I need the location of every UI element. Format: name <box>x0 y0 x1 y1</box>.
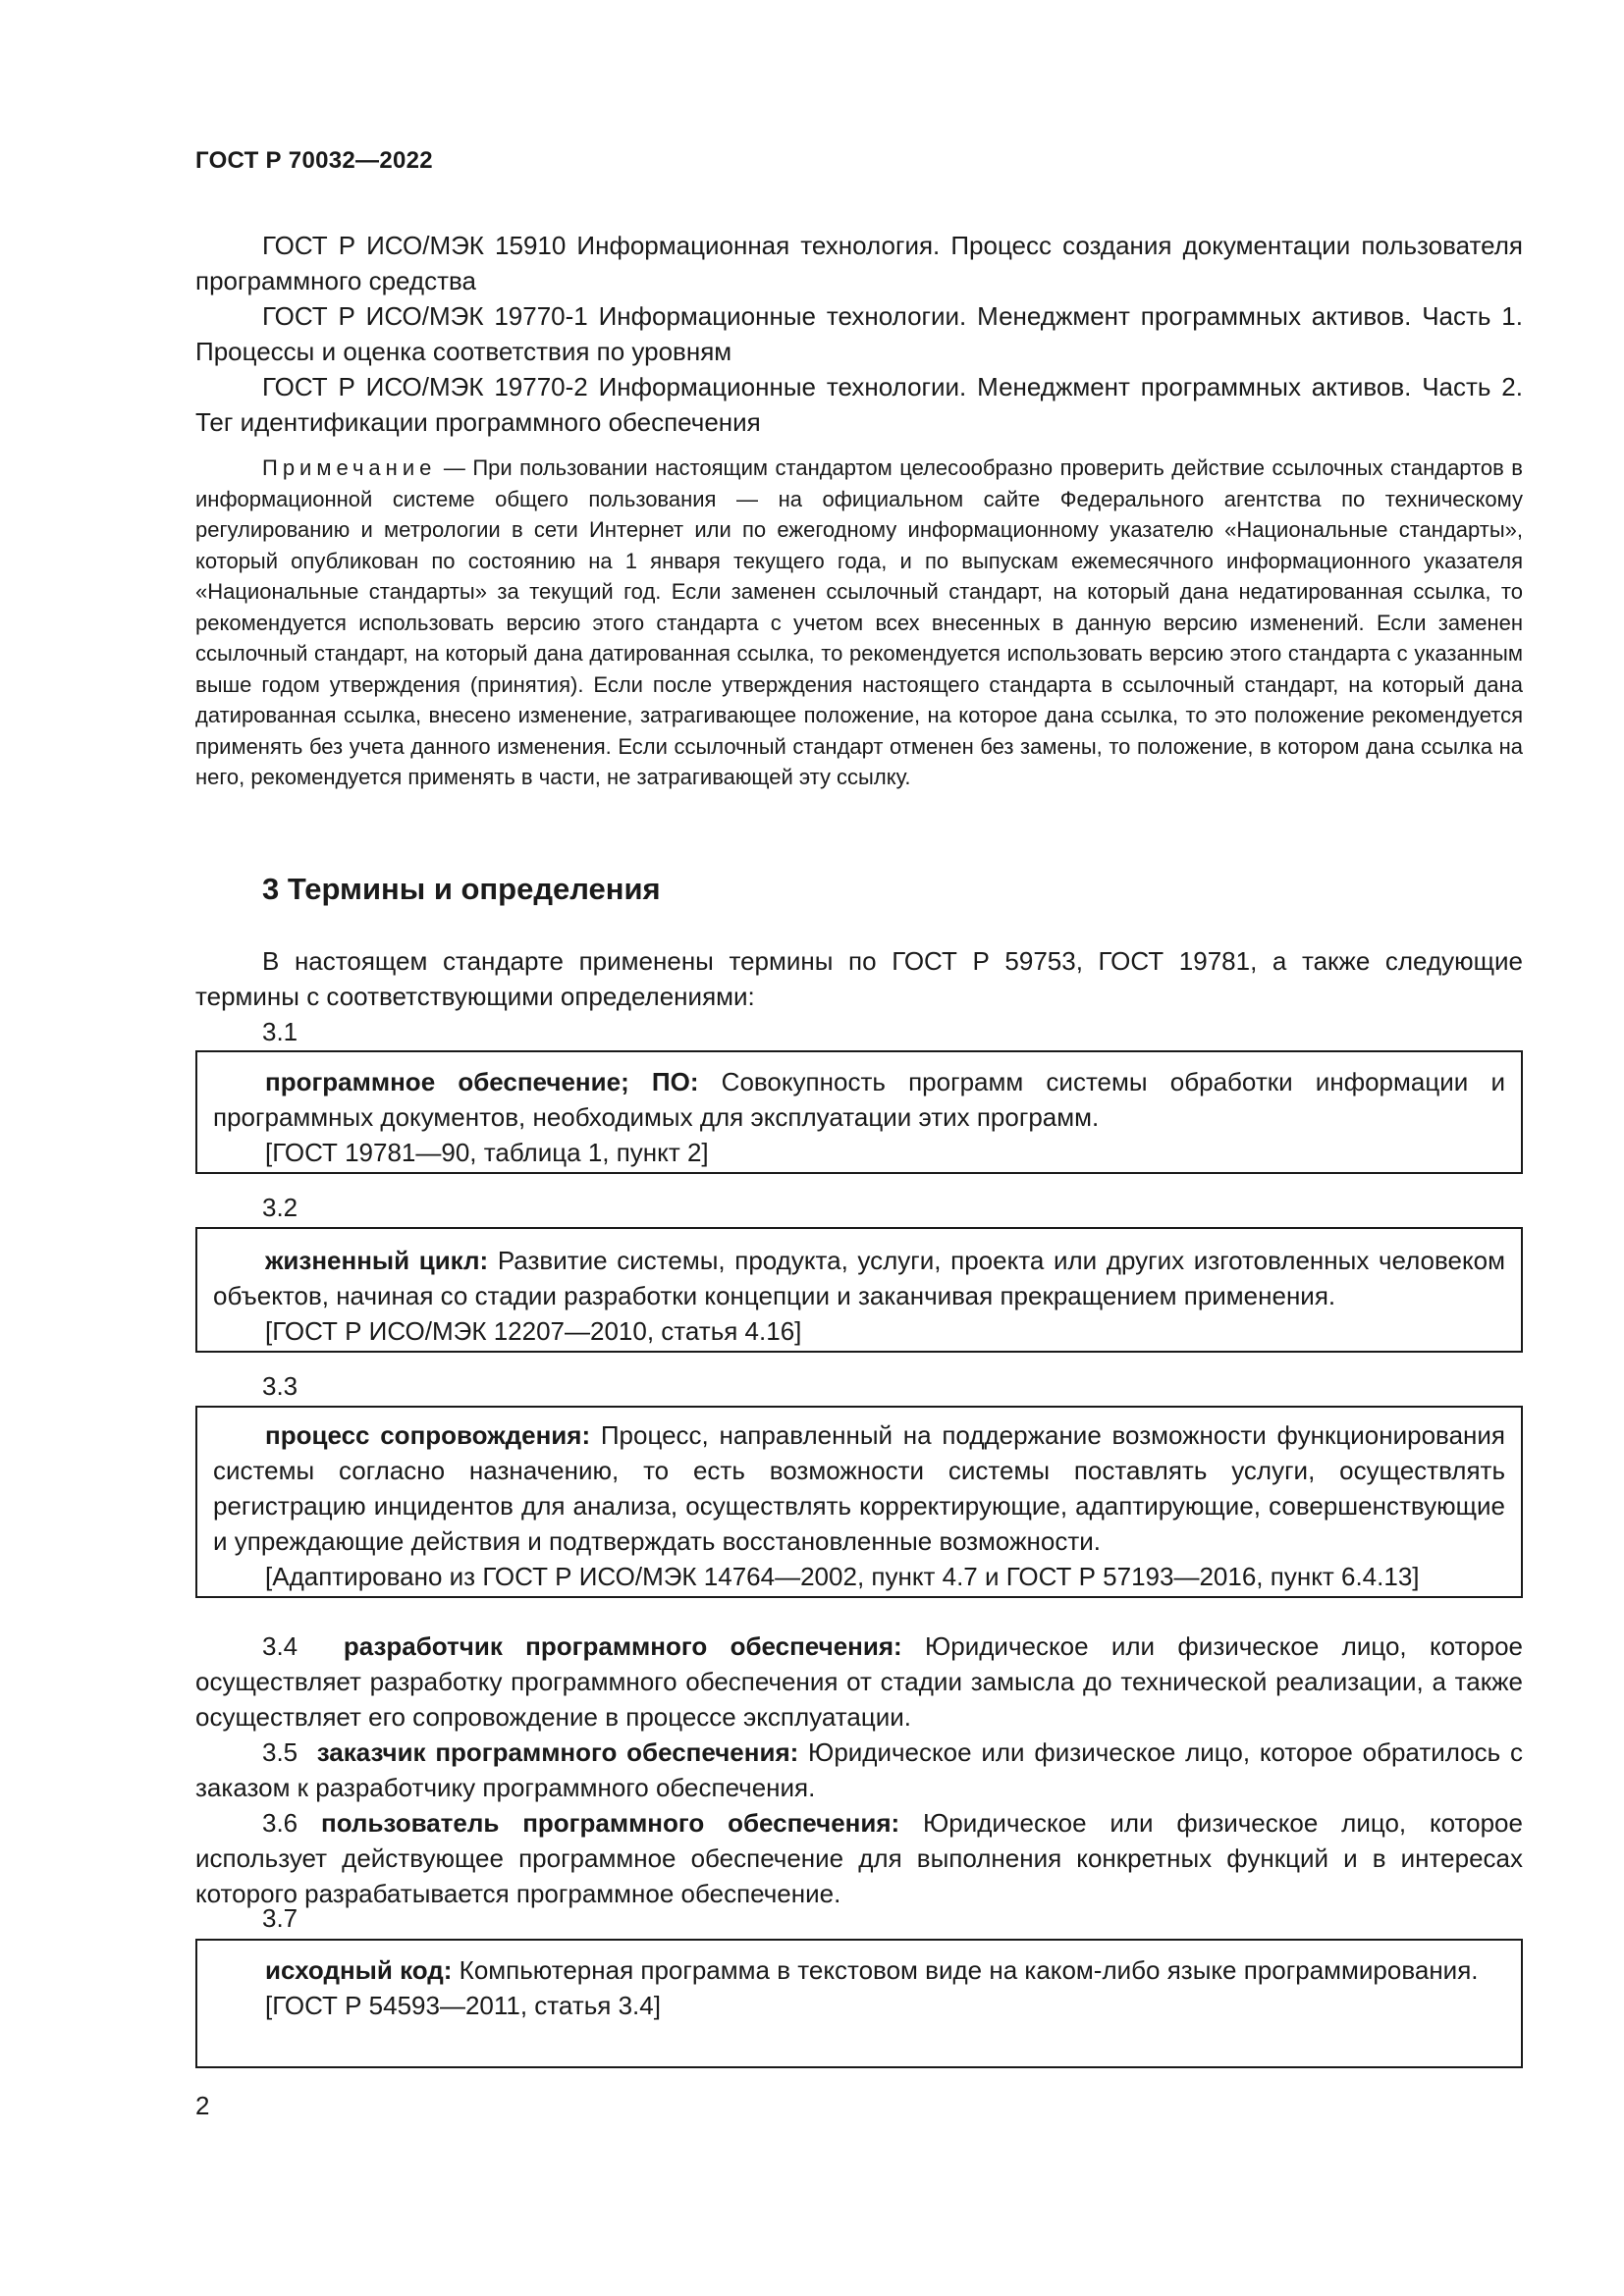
term-name: программное обеспечение; ПО: <box>265 1067 699 1096</box>
term-name: исходный код: <box>265 1955 453 1985</box>
normative-references <box>195 228 1523 440</box>
term-definition: Юридическое или физическое лицо, которое использует действующее программное обеспечение для выполнения конкретных функций и в интересах которого разрабатывается программное обеспечение. <box>195 1808 1523 1908</box>
term-definition: Совокупность программ системы обработки информации и программных документов, необходимых для эксплуатации этих программ. <box>213 1067 1505 1132</box>
reference-item: ГОСТ Р ИСО/МЭК 19770-1 Информационные технологии. Менеджмент программных активов. Часть 1. Процессы и оценка соответствия по уровням <box>195 301 1523 366</box>
term-number: 3.3 <box>262 1371 298 1401</box>
term-paragraph-3-5: 3.5 заказчик программного обеспечения: Юридическое или физическое лицо, которое обратилось с заказом к разработчику программного обеспечения. <box>195 1737 1523 1802</box>
term-name: заказчик программного обеспечения: <box>316 1737 799 1767</box>
note-label: Примечание <box>262 455 437 480</box>
term-box-3-1 <box>195 1050 1523 1174</box>
term-paragraph-3-4: 3.4 разработчик программного обеспечения: Юридическое или физическое лицо, которое осуществляет разработку программного обеспечения от стадии замысла до технической реализации, а также осуществляет его сопровождение в процессе эксплуатации. <box>195 1631 1523 1732</box>
term-definition: Юридическое или физическое лицо, которое осуществляет разработку программного обеспечения от стадии замысла до технической реализации, а также осуществляет его сопровождение в процессе эксплуатации. <box>195 1631 1523 1732</box>
page-number: 2 <box>195 2091 210 2120</box>
term-source: [ГОСТ Р 54593—2011, статья 3.4] <box>265 1991 661 2020</box>
section-intro: В настоящем стандарте применены термины по ГОСТ Р 59753, ГОСТ 19781, а также следующие термины с соответствующими определениями: <box>195 946 1523 1011</box>
term-paragraph-3-6: 3.6 пользователь программного обеспечения: Юридическое или физическое лицо, которое использует действующее программное обеспечение для выполнения конкретных функций и в интересах которого разрабатывается программное обеспечение. <box>195 1808 1523 1908</box>
term-box-3-7 <box>195 1939 1523 2068</box>
document-header: ГОСТ Р 70032—2022 <box>195 147 433 174</box>
note-text: — При пользовании настоящим стандартом целесообразно проверить действие ссылочных стандартов в информационной системе общего пользования — на официальном сайте Федерального агентства по техническому регулированию и метрологии в сети Интернет или по ежегодному информационному указателю «Национальные стандарты», который опубликован по состоянию на 1 января текущего года, и по выпускам ежемесячного информационного указателя «Национальные стандарты» за текущий год. Если заменен ссылочный стандарт, на который дана недатированная ссылка, то рекомендуется использовать версию этого стандарта с учетом всех внесенных в данную версию изменений. Если заменен ссылочный стандарт, на который дана датированная ссылка, то рекомендуется использовать версию этого стандарта с указанным выше годом утверждения (принятия). Если после утверждения настоящего стандарта в ссылочный стандарт, на который дана датированная ссылка, внесено изменение, затрагивающее положение, на которое дана ссылка, то это положение рекомендуется применять без учета данного изменения. Если ссылочный стандарт отменен без замены, то положение, в котором дана ссылка на него, рекомендуется применять в части, не затрагивающей эту ссылку. <box>195 455 1523 789</box>
note-paragraph <box>195 453 1523 793</box>
reference-item: ГОСТ Р ИСО/МЭК 15910 Информационная технология. Процесс создания документации пользователя программного средства <box>195 231 1523 295</box>
term-box-3-2 <box>195 1227 1523 1353</box>
terms-plain <box>195 1629 1523 1911</box>
term-number: 3.7 <box>262 1903 298 1933</box>
term-definition: Компьютерная программа в текстовом виде на каком-либо языке программирования. <box>452 1955 1479 1985</box>
term-number: 3.2 <box>262 1193 298 1222</box>
term-source: [Адаптировано из ГОСТ Р ИСО/МЭК 14764—2002, пункт 4.7 и ГОСТ Р 57193—2016, пункт 6.4.13] <box>265 1562 1420 1591</box>
reference-item: ГОСТ Р ИСО/МЭК 19770-2 Информационные технологии. Менеджмент программных активов. Часть 2. Тег идентификации программного обеспечения <box>195 372 1523 437</box>
section-heading: 3 Термины и определения <box>262 872 661 906</box>
term-box-3-3 <box>195 1406 1523 1598</box>
term-definition: Юридическое или физическое лицо, которое обратилось с заказом к разработчику программного обеспечения. <box>195 1737 1523 1802</box>
term-source: [ГОСТ 19781—90, таблица 1, пункт 2] <box>265 1138 709 1167</box>
term-source: [ГОСТ Р ИСО/МЭК 12207—2010, статья 4.16] <box>265 1316 802 1346</box>
term-name: жизненный цикл: <box>265 1246 489 1275</box>
term-number: 3.1 <box>262 1017 298 1046</box>
term-definition: Процесс, направленный на поддержание возможности функционирования системы согласно назначению, то есть возможности системы поставлять услуги, осуществлять регистрацию инцидентов для анализа, осуществлять корректирующие, адаптирующие, совершенствующие и упреждающие действия и подтверждать восстановленные возможности. <box>213 1420 1505 1556</box>
term-name: пользователь программного обеспечения: <box>320 1808 900 1838</box>
term-definition: Развитие системы, продукта, услуги, проекта или других изготовленных человеком объектов, начиная со стадии разработки концепции и заканчивая прекращением применения. <box>213 1246 1506 1310</box>
term-name: разработчик программного обеспечения: <box>343 1631 902 1661</box>
term-name: процесс сопровождения: <box>265 1420 591 1450</box>
